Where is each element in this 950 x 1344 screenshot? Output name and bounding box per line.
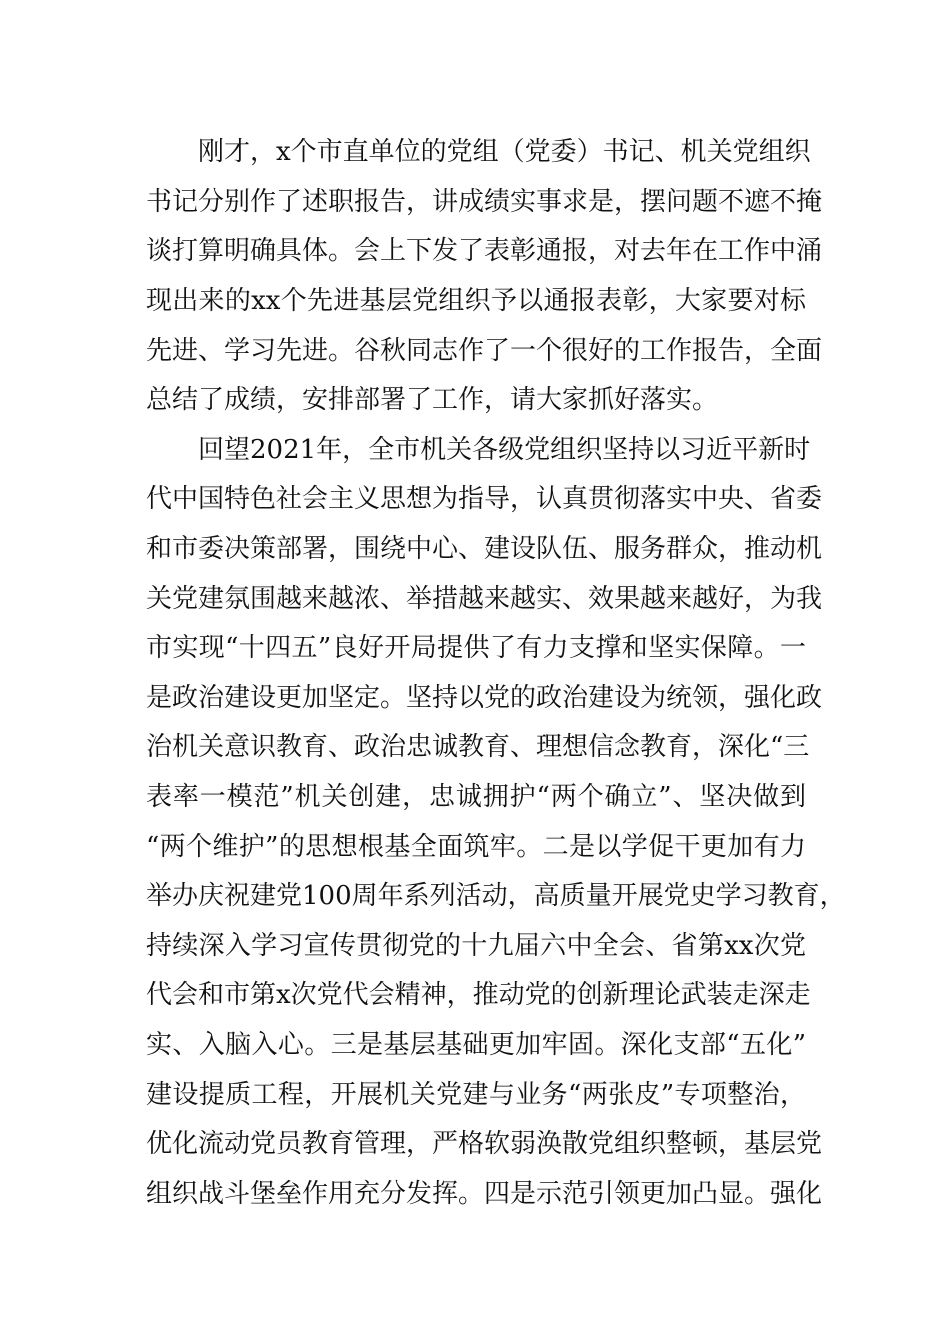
paragraph-line: 代中国特色社会主义思想为指导，认真贯彻落实中央、省委 [146, 484, 823, 514]
paragraph-line: 书记分别作了述职报告，讲成绩实事求是，摆问题不遮不掩 [146, 187, 823, 217]
paragraph-line: “两个维护”的思想根基全面筑牢。二是以学促干更加有力 [146, 832, 806, 862]
paragraph-line: 举办庆祝建党100周年系列活动，高质量开展党史学习教育， [146, 881, 846, 911]
paragraph-line: 市实现“十四五”良好开局提供了有力支撑和坚实保障。一 [146, 633, 806, 663]
paragraph-line: 优化流动党员教育管理，严格软弱涣散党组织整顿，基层党 [146, 1129, 823, 1159]
paragraph-line: 和市委决策部署，围绕中心、建设队伍、服务群众，推动机 [146, 534, 823, 564]
paragraph-line: 表率一模范”机关创建，忠诚拥护“两个确立”、坚决做到 [146, 782, 806, 812]
paragraph-line: 关党建氛围越来越浓、举措越来越实、效果越来越好，为我 [146, 584, 823, 614]
paragraph-line: 总结了成绩，安排部署了工作，请大家抓好落实。 [146, 385, 719, 415]
paragraph-line: 持续深入学习宣传贯彻党的十九届六中全会、省第xx次党 [146, 931, 806, 961]
paragraph-line: 回望2021年，全市机关各级党组织坚持以习近平新时 [198, 435, 811, 465]
paragraph-line: 是政治建设更加坚定。坚持以党的政治建设为统领，强化政 [146, 683, 823, 713]
paragraph-line: 刚才，x个市直单位的党组（党委）书记、机关党组织 [198, 137, 811, 167]
paragraph-line: 治机关意识教育、政治忠诚教育、理想信念教育，深化“三 [146, 732, 810, 762]
paragraph-line: 先进、学习先进。谷秋同志作了一个很好的工作报告，全面 [146, 336, 823, 366]
paragraph-line: 代会和市第x次党代会精神，推动党的创新理论武装走深走 [146, 980, 811, 1010]
paragraph-line: 组织战斗堡垒作用充分发挥。四是示范引领更加凸显。强化 [146, 1179, 823, 1209]
paragraph-line: 谈打算明确具体。会上下发了表彰通报，对去年在工作中涌 [146, 236, 823, 266]
paragraph-line: 实、入脑入心。三是基层基础更加牢固。深化支部“五化” [146, 1030, 806, 1060]
paragraph-line: 现出来的xx个先进基层党组织予以通报表彰，大家要对标 [146, 286, 806, 316]
paragraph-line: 建设提质工程，开展机关党建与业务“两张皮”专项整治， [146, 1080, 806, 1110]
